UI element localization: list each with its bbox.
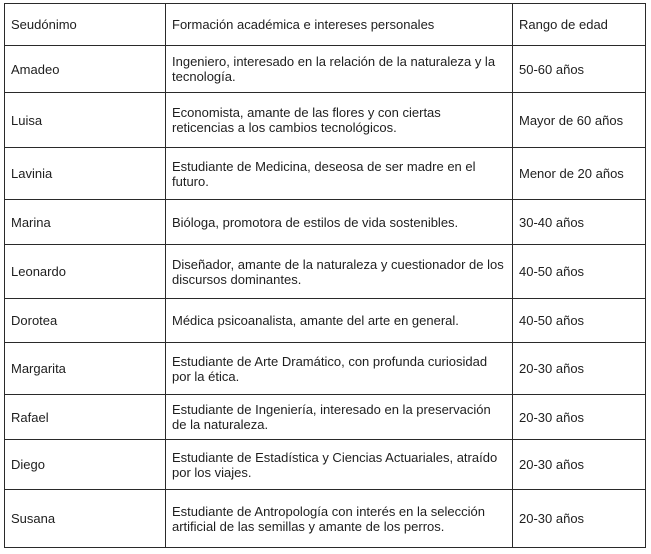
cell-pseudonym: Amadeo bbox=[5, 46, 166, 93]
table-row bbox=[5, 46, 646, 93]
table-header-row bbox=[5, 4, 646, 46]
cell-age-range: 50-60 años bbox=[513, 46, 646, 93]
table-row bbox=[5, 299, 646, 343]
cell-age-range: 40-50 años bbox=[513, 299, 646, 343]
header-profile: Formación académica e intereses personales bbox=[166, 4, 513, 46]
cell-age-range: 20-30 años bbox=[513, 343, 646, 395]
participants-table bbox=[4, 3, 646, 548]
cell-profile: Estudiante de Ingeniería, interesado en la preservación de la naturaleza. bbox=[166, 395, 513, 440]
cell-profile: Ingeniero, interesado en la relación de la naturaleza y la tecnología. bbox=[166, 46, 513, 93]
table-row bbox=[5, 93, 646, 148]
table-row bbox=[5, 440, 646, 490]
cell-age-range: 30-40 años bbox=[513, 200, 646, 245]
header-pseudonym: Seudónimo bbox=[5, 4, 166, 46]
cell-age-range: Mayor de 60 años bbox=[513, 93, 646, 148]
table-row bbox=[5, 343, 646, 395]
table-row bbox=[5, 200, 646, 245]
cell-pseudonym: Rafael bbox=[5, 395, 166, 440]
cell-pseudonym: Diego bbox=[5, 440, 166, 490]
table-row bbox=[5, 245, 646, 299]
cell-age-range: 20-30 años bbox=[513, 490, 646, 548]
cell-pseudonym: Dorotea bbox=[5, 299, 166, 343]
cell-profile: Estudiante de Arte Dramático, con profunda curiosidad por la ética. bbox=[166, 343, 513, 395]
cell-pseudonym: Lavinia bbox=[5, 148, 166, 200]
cell-profile: Economista, amante de las flores y con ciertas reticencias a los cambios tecnológicos. bbox=[166, 93, 513, 148]
cell-profile: Estudiante de Antropología con interés en la selección artificial de las semillas y amante de los perros. bbox=[166, 490, 513, 548]
cell-age-range: 20-30 años bbox=[513, 440, 646, 490]
table-row bbox=[5, 395, 646, 440]
cell-profile: Estudiante de Estadística y Ciencias Actuariales, atraído por los viajes. bbox=[166, 440, 513, 490]
cell-pseudonym: Marina bbox=[5, 200, 166, 245]
cell-pseudonym: Margarita bbox=[5, 343, 166, 395]
cell-profile: Médica psicoanalista, amante del arte en general. bbox=[166, 299, 513, 343]
cell-pseudonym: Luisa bbox=[5, 93, 166, 148]
cell-pseudonym: Susana bbox=[5, 490, 166, 548]
table-row bbox=[5, 148, 646, 200]
cell-age-range: Menor de 20 años bbox=[513, 148, 646, 200]
cell-pseudonym: Leonardo bbox=[5, 245, 166, 299]
header-age-range: Rango de edad bbox=[513, 4, 646, 46]
cell-profile: Diseñador, amante de la naturaleza y cuestionador de los discursos dominantes. bbox=[166, 245, 513, 299]
cell-age-range: 40-50 años bbox=[513, 245, 646, 299]
table-row bbox=[5, 490, 646, 548]
cell-profile: Bióloga, promotora de estilos de vida sostenibles. bbox=[166, 200, 513, 245]
cell-profile: Estudiante de Medicina, deseosa de ser madre en el futuro. bbox=[166, 148, 513, 200]
cell-age-range: 20-30 años bbox=[513, 395, 646, 440]
